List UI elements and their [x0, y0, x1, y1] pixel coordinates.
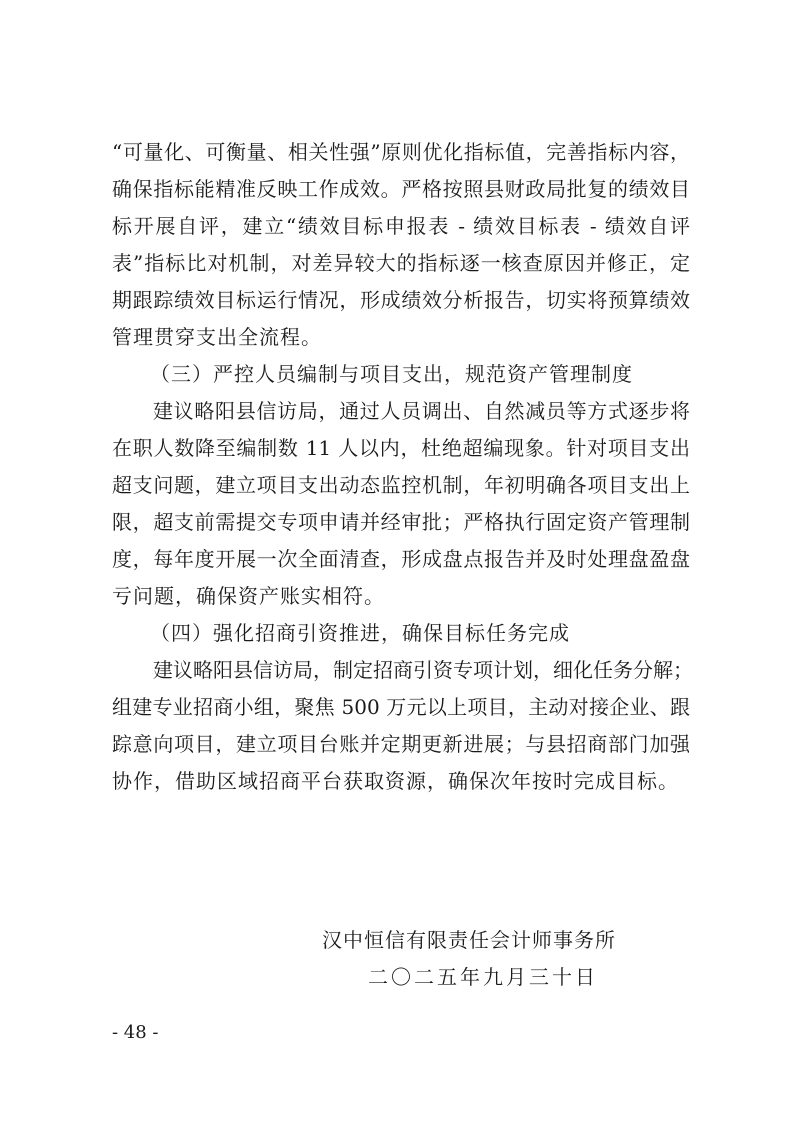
section-heading-4: （四）强化招商引资推进，确保目标任务完成 — [150, 621, 570, 645]
body-line: 超支问题，建立项目支出动态监控机制，年初明确各项目支出上 — [112, 473, 690, 497]
body-line: 组建专业招商小组，聚焦 500 万元以上项目，主动对接企业、跟 — [112, 695, 690, 719]
body-line: 亏问题，确保资产账实相符。 — [112, 584, 385, 608]
body-line: 踪意向项目，建立项目台账并定期更新进展；与县招商部门加强 — [112, 732, 690, 756]
body-line: 期跟踪绩效目标运行情况，形成绩效分析报告，切实将预算绩效 — [112, 288, 690, 312]
body-line: 表”指标比对机制，对差异较大的指标逐一核查原因并修正，定 — [112, 251, 690, 275]
page-number: - 48 - — [112, 1022, 159, 1043]
section-heading-3: （三）严控人员编制与项目支出，规范资产管理制度 — [150, 362, 633, 386]
body-line: 度，每年度开展一次全面清查，形成盘点报告并及时处理盘盈盘 — [112, 547, 690, 571]
body-line: 协作，借助区域招商平台获取资源，确保次年按时完成目标。 — [112, 769, 679, 793]
signature-date: 二〇二五年九月三十日 — [368, 965, 598, 989]
signature-organization: 汉中恒信有限责任会计师事务所 — [322, 928, 616, 952]
body-line: 确保指标能精准反映工作成效。严格按照县财政局批复的绩效目 — [112, 177, 690, 201]
body-line: “可量化、可衡量、相关性强”原则优化指标值，完善指标内容， — [112, 140, 690, 164]
body-line: 限，超支前需提交专项申请并经审批；严格执行固定资产管理制 — [112, 510, 690, 534]
body-line: 在职人数降至编制数 11 人以内，杜绝超编现象。针对项目支出 — [112, 436, 690, 460]
body-line: 建议略阳县信访局，通过人员调出、自然减员等方式逐步将 — [153, 399, 690, 423]
body-line: 建议略阳县信访局，制定招商引资专项计划，细化任务分解； — [153, 658, 693, 682]
body-line: 管理贯穿支出全流程。 — [112, 325, 322, 349]
body-line: 标开展自评，建立“绩效目标申报表 - 绩效目标表 - 绩效自评 — [112, 214, 690, 238]
